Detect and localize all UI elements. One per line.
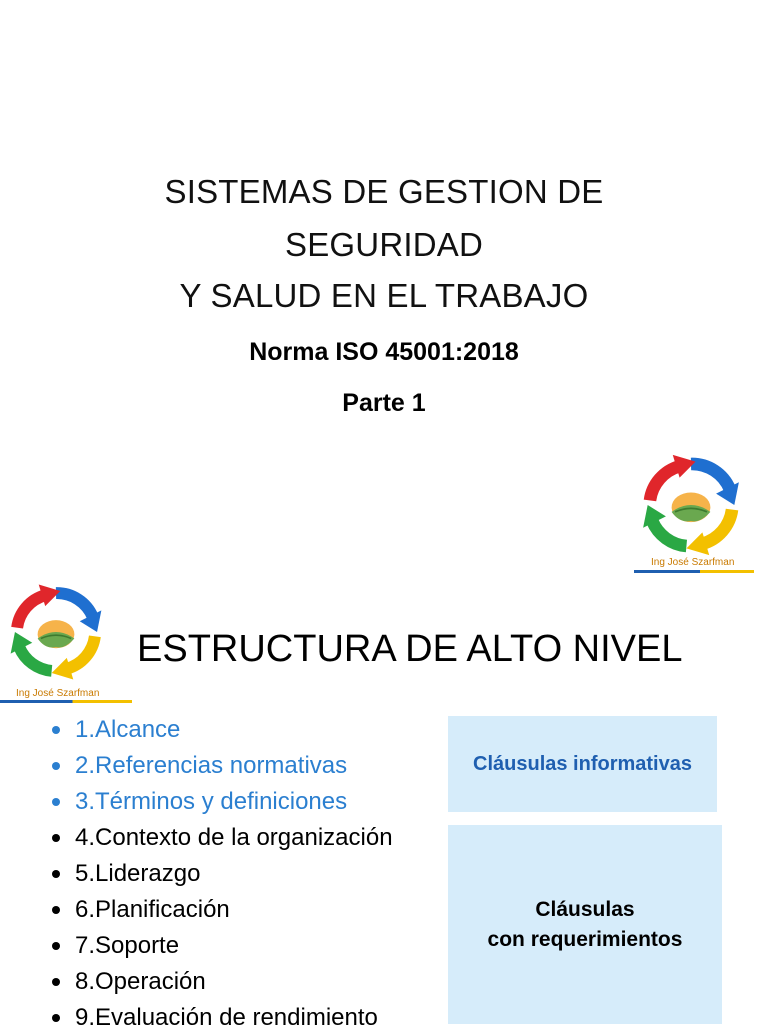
list-item: 6.Planificación [48,892,393,928]
list-item: 1.Alcance [48,712,393,748]
list-item: 4.Contexto de la organización [48,820,393,856]
list-item: 7.Soporte [48,928,393,964]
title-line-2: SEGURIDAD [285,226,483,263]
bullet-dot-icon [52,834,60,842]
logo-underline [634,570,754,573]
recycle-arrows-logo-icon [2,578,110,686]
list-item: 2.Referencias normativas [48,748,393,784]
bullet-dot-icon [52,906,60,914]
bullet-dot-icon [52,726,60,734]
list-item: 3.Términos y definiciones [48,784,393,820]
slide-heading: ESTRUCTURA DE ALTO NIVEL [137,628,683,670]
structure-slide [0,576,768,1031]
logo-underline [0,700,132,703]
part-subtitle: Parte 1 [342,389,426,417]
clause-list [48,712,393,1036]
list-item: 8.Operación [48,964,393,1000]
logo-caption: Ing José Szarfman [651,557,735,568]
bullet-dot-icon [52,798,60,806]
title-line-3: Y SALUD EN EL TRABAJO [179,277,589,314]
bullet-dot-icon [52,1014,60,1022]
informative-clauses-label: Cláusulas informativas [473,752,692,775]
informative-clauses-box [448,716,717,812]
recycle-arrows-logo-icon [634,448,748,562]
bullet-dot-icon [52,762,60,770]
list-item: 9.Evaluación de rendimiento [48,1000,393,1036]
requirement-clauses-label-1: Cláusulas [535,897,635,921]
bullet-dot-icon [52,870,60,878]
logo-caption: Ing José Szarfman [16,688,100,699]
requirement-clauses-label-2: con requerimientos [487,927,683,951]
requirement-clauses-box [448,825,722,1024]
bullet-dot-icon [52,978,60,986]
title-line-1: SISTEMAS DE GESTION DE [164,173,604,210]
bullet-dot-icon [52,942,60,950]
norm-subtitle: Norma ISO 45001:2018 [249,338,519,366]
list-item: 5.Liderazgo [48,856,393,892]
